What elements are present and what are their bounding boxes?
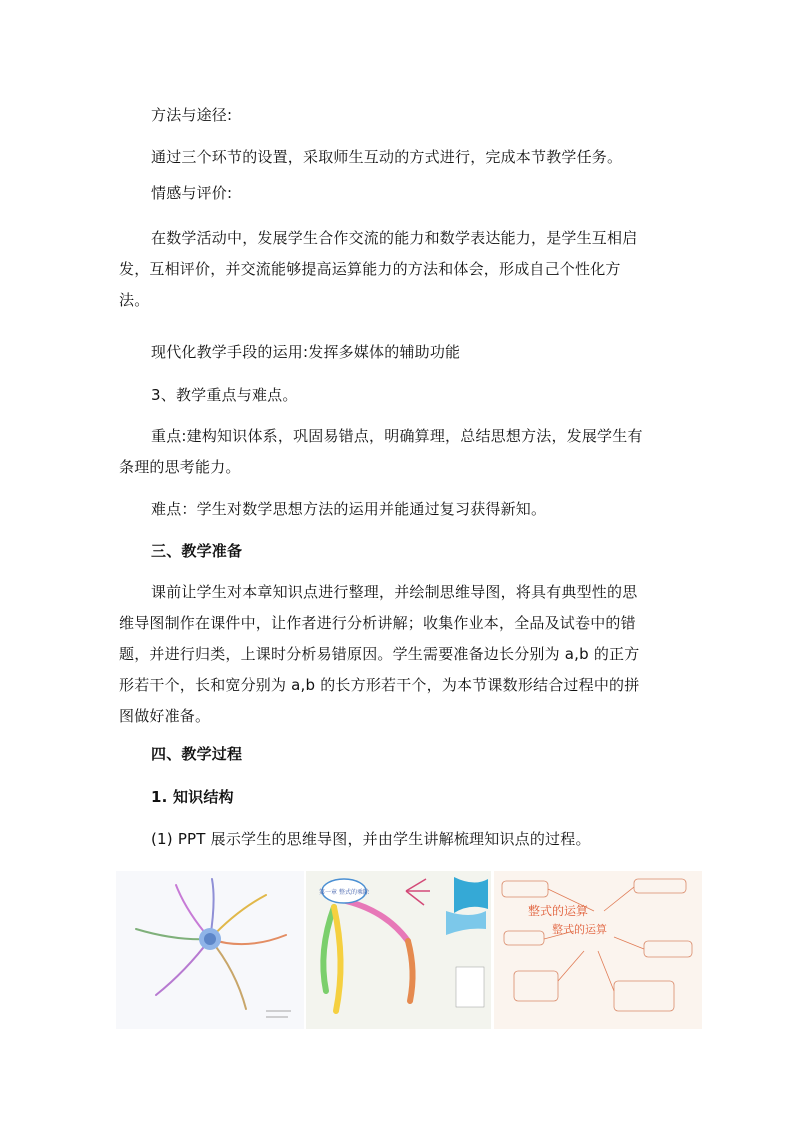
mind-map-text-2: 整式的运算	[552, 923, 607, 936]
text-line: 通过三个环节的设置，采取师生互动的方式进行，完成本节教学任务。	[151, 148, 623, 166]
text-line: 3、教学重点与难点。	[151, 386, 298, 404]
mind-map-images	[116, 871, 702, 1029]
mind-map-image-1	[116, 871, 304, 1029]
text-line: 题，并进行归类，上课时分析易错原因。学生需要准备边长分别为 a,b 的正方	[119, 645, 640, 663]
text-line: 在数学活动中，发展学生合作交流的能力和数学表达能力，是学生互相启	[151, 229, 638, 247]
text-line: 难点：学生对数学思想方法的运用并能通过复习获得新知。	[151, 500, 547, 518]
mind-map-title: 第一章 整式的乘除	[319, 889, 369, 896]
text-line: 重点:建构知识体系，巩固易错点，明确算理，总结思想方法，发展学生有	[151, 427, 643, 445]
text-line: 条理的思考能力。	[119, 458, 241, 476]
text-line: (1) PPT 展示学生的思维导图，并由学生讲解梳理知识点的过程。	[151, 830, 591, 848]
text-line: 形若干个，长和宽分别为 a,b 的长方形若干个，为本节课数形结合过程中的拼	[119, 676, 640, 694]
text-line: 图做好准备。	[119, 707, 211, 725]
text-line: 方法与途径:	[151, 106, 233, 124]
subsection-heading: 1. 知识结构	[151, 788, 234, 806]
section-heading: 三、教学准备	[151, 542, 243, 560]
text-line: 法。	[119, 291, 150, 309]
text-line: 现代化教学手段的运用:发挥多媒体的辅助功能	[151, 343, 461, 361]
section-heading: 四、教学过程	[151, 745, 243, 763]
text-line: 维导图制作在课件中，让作者进行分析讲解；收集作业本，全品及试卷中的错	[119, 614, 636, 632]
mind-map-image-3	[494, 871, 702, 1029]
text-line: 课前让学生对本章知识点进行整理，并绘制思维导图，将具有典型性的思	[151, 583, 638, 601]
text-line: 情感与评价:	[151, 184, 233, 202]
mind-map-text-1: 整式的运算	[528, 904, 589, 918]
text-line: 发，互相评价，并交流能够提高运算能力的方法和体会，形成自己个性化方	[119, 260, 621, 278]
mind-map-image-2	[306, 871, 491, 1029]
